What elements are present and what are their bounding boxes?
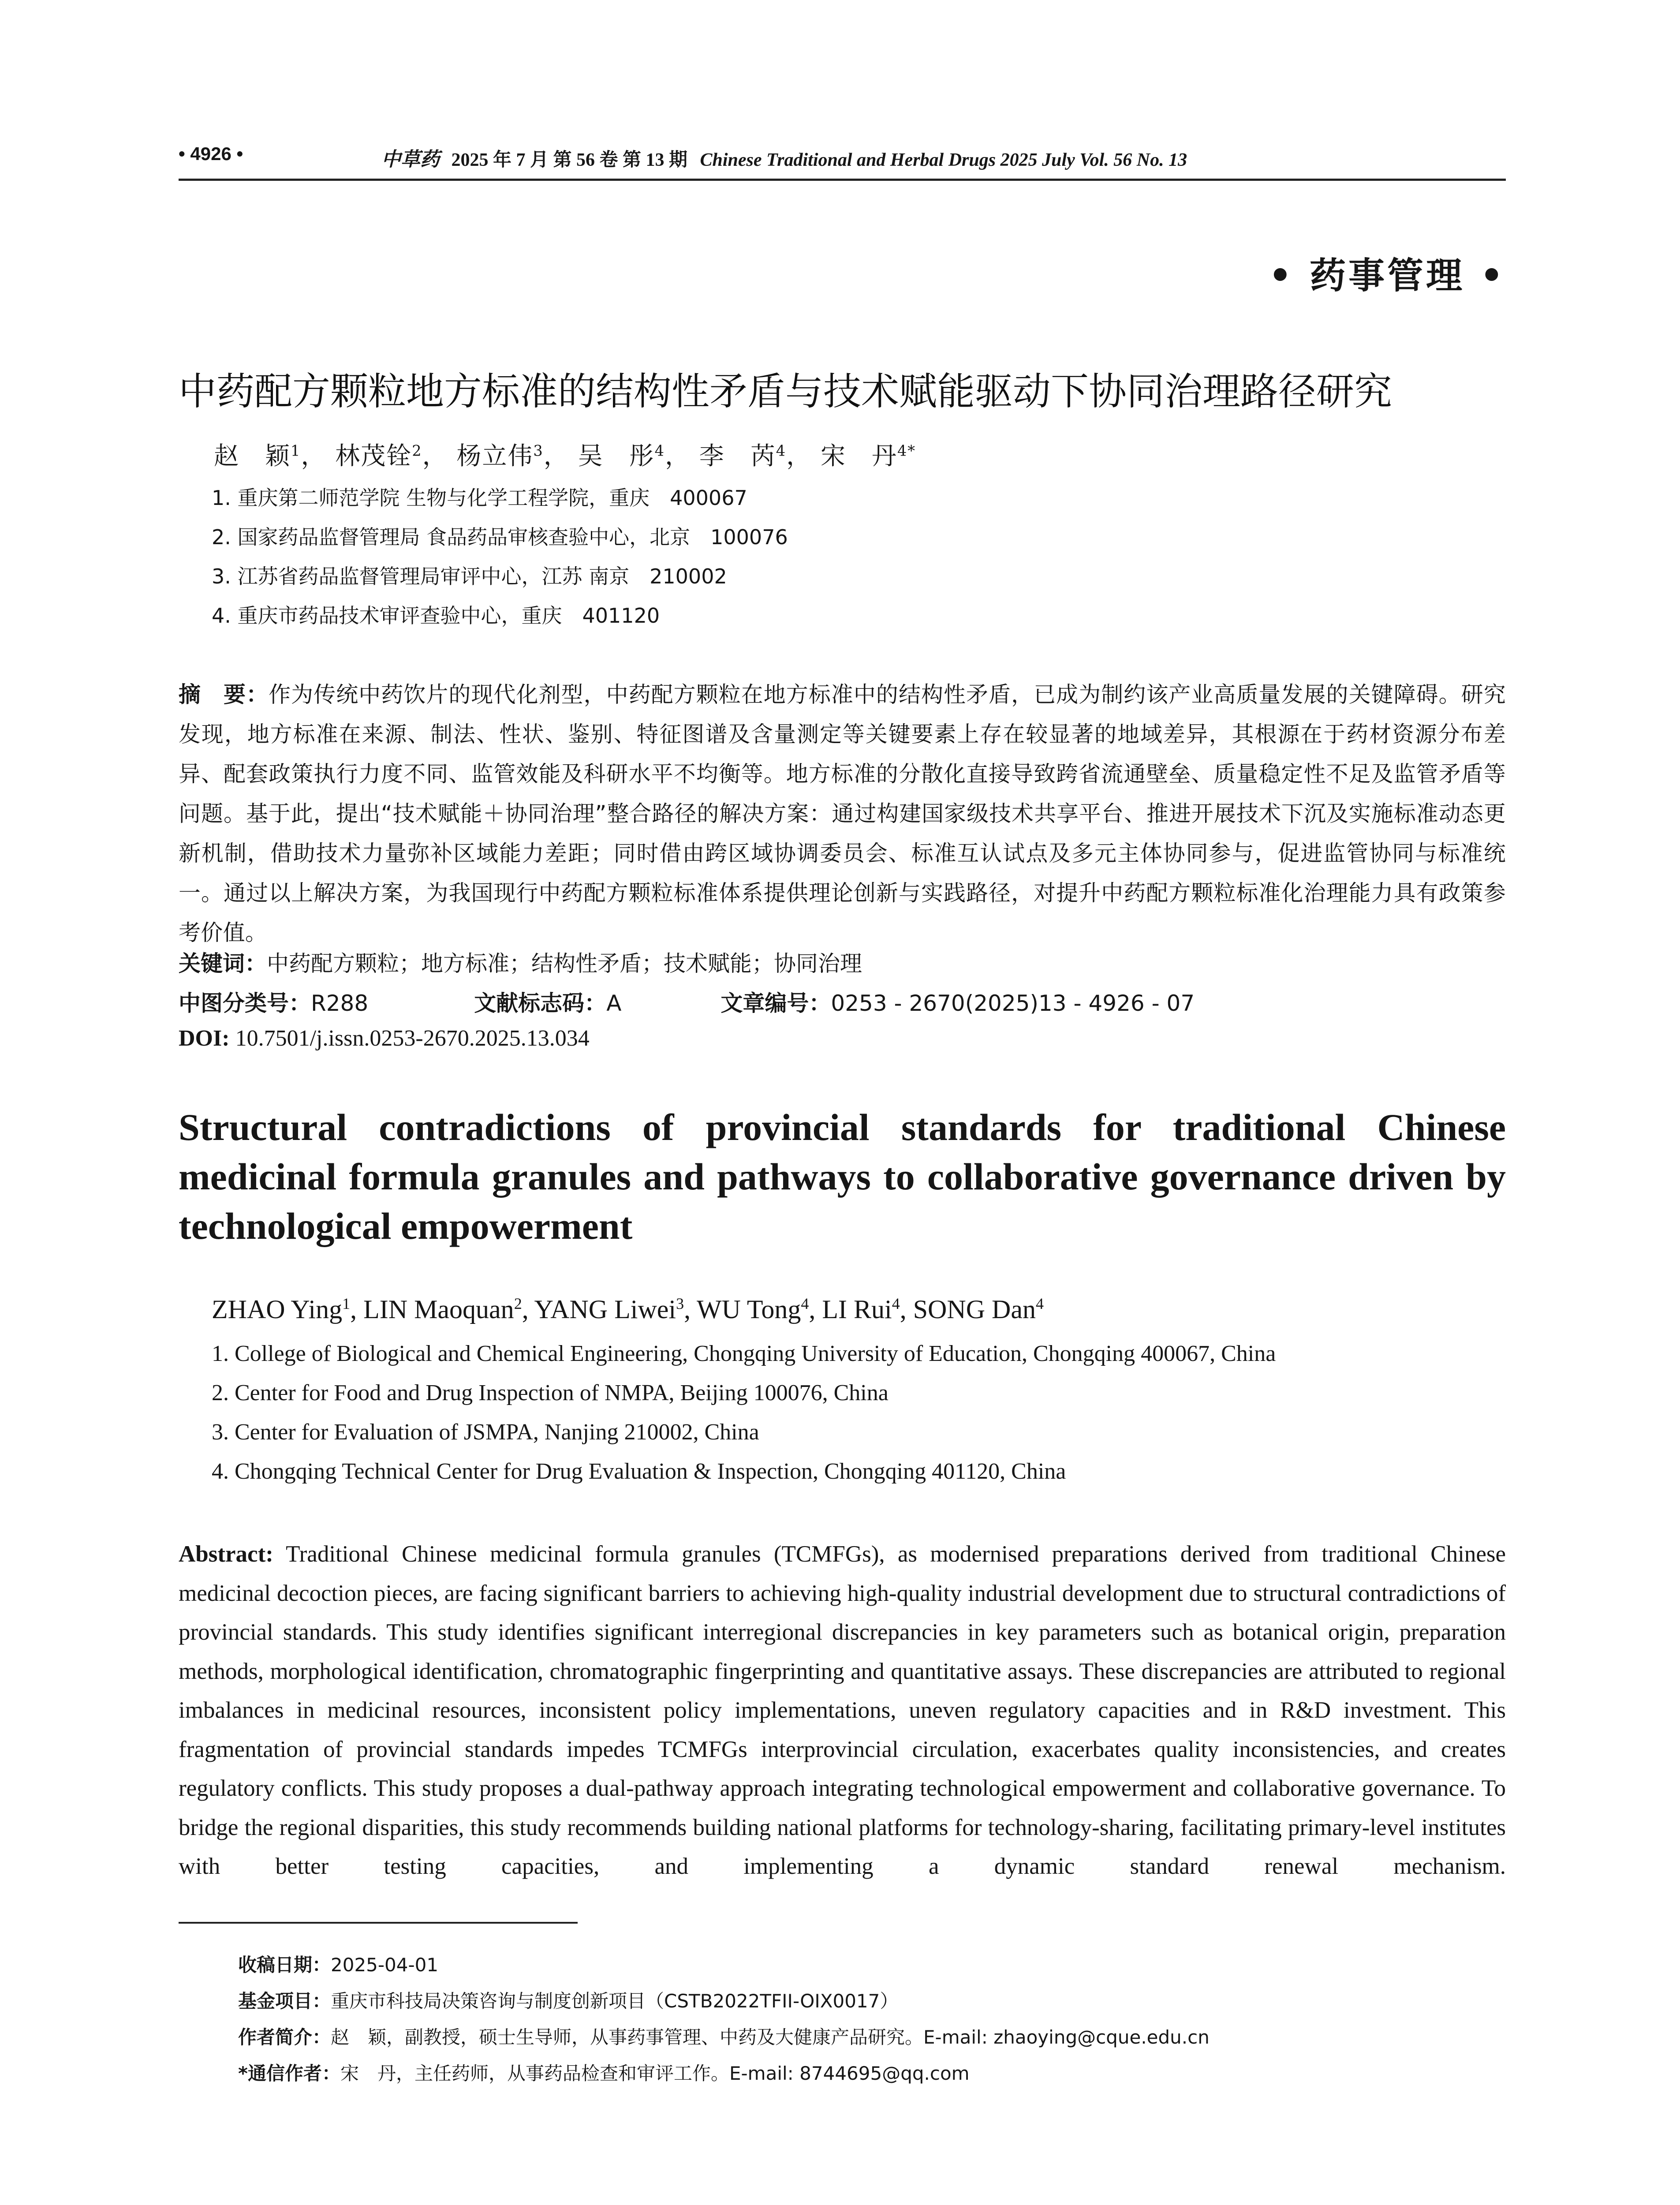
journal-name-en: Chinese Traditional and Herbal Drugs 2025 July Vol. 56 No. 13 — [700, 150, 1187, 170]
doi-value[interactable]: 10.7501/j.issn.0253-2670.2025.13.034 — [235, 1026, 590, 1051]
doc-code-label: 文献标志码： — [474, 990, 607, 1016]
affiliation-cn: 4. 重庆市药品技术审评查验中心，重庆 401120 — [212, 604, 660, 628]
keywords-cn — [179, 946, 862, 978]
title-en: Structural contradictions of provincial standards for traditional Chinese medicinal formula granules and pathways to collaborative governance driven by technological empowerment — [179, 1106, 1506, 1247]
abstract-cn-label: 摘 要： — [179, 682, 269, 707]
affiliation-cn: 2. 国家药品监督管理局 食品药品审核查验中心，北京 100076 — [212, 525, 788, 549]
author-en: WU Tong$^4$ — [697, 1295, 809, 1324]
affiliations-en — [212, 1334, 1276, 1491]
section-label: • 药事管理 • — [1269, 254, 1506, 297]
doi-line — [179, 1025, 590, 1051]
authors-en: ZHAO Ying$^1$, LIN Maoquan$^2$, YANG Liwei$^3$, WU Tong$^4$, LI Rui$^4$, SONG Dan$^4$ — [212, 1295, 1044, 1324]
issue-cn: 2025 年 7 月 第 56 卷 第 13 期 — [451, 150, 688, 170]
affiliation-en: 4. Chongqing Technical Center for Drug Evaluation & Inspection, Chongqing 401120, China — [212, 1459, 1066, 1484]
affiliation-cn: 1. 重庆第二师范学院 生物与化学工程学院，重庆 400067 — [212, 486, 747, 510]
clc-value: R288 — [311, 990, 369, 1016]
footnote-divider — [179, 1922, 578, 1924]
footnote-fund: 基金项目：重庆市科技局决策咨询与制度创新项目（CSTB2022TFII-OIX0017） — [238, 1990, 899, 2012]
footnotes — [238, 1947, 1210, 2092]
footnote-corresponding: *通信作者：宋 丹，主任药师，从事药品检查和审评工作。E-mail: 8744695@qq.com — [238, 2063, 970, 2084]
abstract-en-text: Traditional Chinese medicinal formula granules (TCMFGs), as modernised preparations derived from traditional Chinese medicinal decoction pieces, are facing significant barriers to achieving high-quality industrial development due to structural contradictions of provincial standards. This study identifies significant interregional discrepancies in key parameters such as botanical origin, preparation methods, morphological identification, chromatographic fingerprinting and quantitative assays. These discrepancies are attributed to regional imbalances in medicinal resources, inconsistent policy implementations, uneven regulatory capacities and in R&D investment. This fragmentation of provincial standards impedes TCMFGs interprovincial circulation, exacerbates quality inconsistencies, and creates regulatory conflicts. This study proposes a dual-pathway approach integrating technological empowerment and collaborative governance. To bridge the regional disparities, this study recommends building national platforms for technology-sharing, facilitating primary-level institutes with better testing capacities, and implementing a dynamic standard renewal mechanism. — [179, 1541, 1506, 1879]
abstract-cn-text: 作为传统中药饮片的现代化剂型，中药配方颗粒在地方标准中的结构性矛盾，已成为制约该产业高质量发展的关键障碍。研究发现，地方标准在来源、制法、性状、鉴别、特征图谱及含量测定等关键要素上存在较显著的地域差异，其根源在于药材资源分布差异、配套政策执行力度不同、监管效能及科研水平不均衡等。地方标准的分散化直接导致跨省流通壁垒、质量稳定性不足及监管矛盾等问题。基于此，提出“技术赋能＋协同治理”整合路径的解决方案：通过构建国家级技术共享平台、推进开展技术下沉及实施标准动态更新机制，借助技术力量弥补区域能力差距；同时借由跨区域协调委员会、标准互认试点及多元主体协同参与，促进监管协同与标准统一。通过以上解决方案，为我国现行中药配方颗粒标准体系提供理论创新与实践路径，对提升中药配方颗粒标准化治理能力具有政策参考价值。 — [179, 682, 1506, 946]
author-en: LI Rui$^4$ — [822, 1295, 900, 1324]
author-cn: 林茂铨$^2$ — [335, 442, 422, 471]
doi-label: DOI: — [179, 1026, 230, 1051]
author-cn: 李 芮$^4$ — [699, 442, 787, 471]
clc-label: 中图分类号： — [179, 990, 311, 1016]
affiliation-cn: 3. 江苏省药品监督管理局审评中心，江苏 南京 210002 — [212, 564, 727, 588]
author-cn: 赵 颖$^1$ — [214, 442, 301, 471]
article-no-value: 0253 - 2670(2025)13 - 4926 - 07 — [831, 990, 1195, 1016]
keywords-label: 关键词： — [179, 951, 267, 976]
title-cn: 中药配方颗粒地方标准的结构性矛盾与技术赋能驱动下协同治理路径研究 — [179, 369, 1392, 414]
doc-code-value: A — [606, 990, 622, 1016]
page-number: • 4926 • — [179, 143, 243, 164]
classification-line — [179, 986, 1195, 1017]
author-cn: 杨立伟$^3$ — [456, 442, 544, 471]
keywords-text: 中药配方颗粒；地方标准；结构性矛盾；技术赋能；协同治理 — [267, 951, 862, 976]
author-en: YANG Liwei$^3$ — [534, 1295, 684, 1324]
author-en: LIN Maoquan$^2$ — [363, 1295, 522, 1324]
affiliation-en: 2. Center for Food and Drug Inspection of NMPA, Beijing 100076, China — [212, 1380, 889, 1405]
author-cn: 吴 彤$^4$ — [578, 442, 665, 471]
footnote-author-bio: 作者简介：赵 颖，副教授，硕士生导师，从事药事管理、中药及大健康产品研究。E-mail: zhaoying@cque.edu.cn — [238, 2026, 1210, 2048]
running-header — [179, 143, 1506, 181]
affiliations-cn — [212, 478, 788, 635]
abstract-cn — [179, 675, 1506, 953]
abstract-en-label: Abstract: — [179, 1541, 273, 1567]
author-en: ZHAO Ying$^1$ — [212, 1295, 351, 1324]
footnote-received: 收稿日期：2025-04-01 — [238, 1954, 439, 1976]
abstract-en — [179, 1535, 1506, 1886]
affiliation-en: 3. Center for Evaluation of JSMPA, Nanjing 210002, China — [212, 1420, 759, 1445]
author-cn: 宋 丹$^{4*}$ — [820, 442, 916, 471]
journal-meta — [381, 143, 1187, 172]
journal-name-cn: 中草药 — [381, 148, 440, 171]
author-en: SONG Dan$^4$ — [913, 1295, 1044, 1324]
article-no-label: 文章编号： — [721, 990, 831, 1016]
affiliation-en: 1. College of Biological and Chemical Engineering, Chongqing University of Education, Chongqing 400067, China — [212, 1341, 1276, 1366]
authors-cn: 赵 颖$^1$， 林茂铨$^2$， 杨立伟$^3$， 吴 彤$^4$， 李 芮$^4$， 宋 丹$^{4*}$ — [214, 442, 916, 471]
